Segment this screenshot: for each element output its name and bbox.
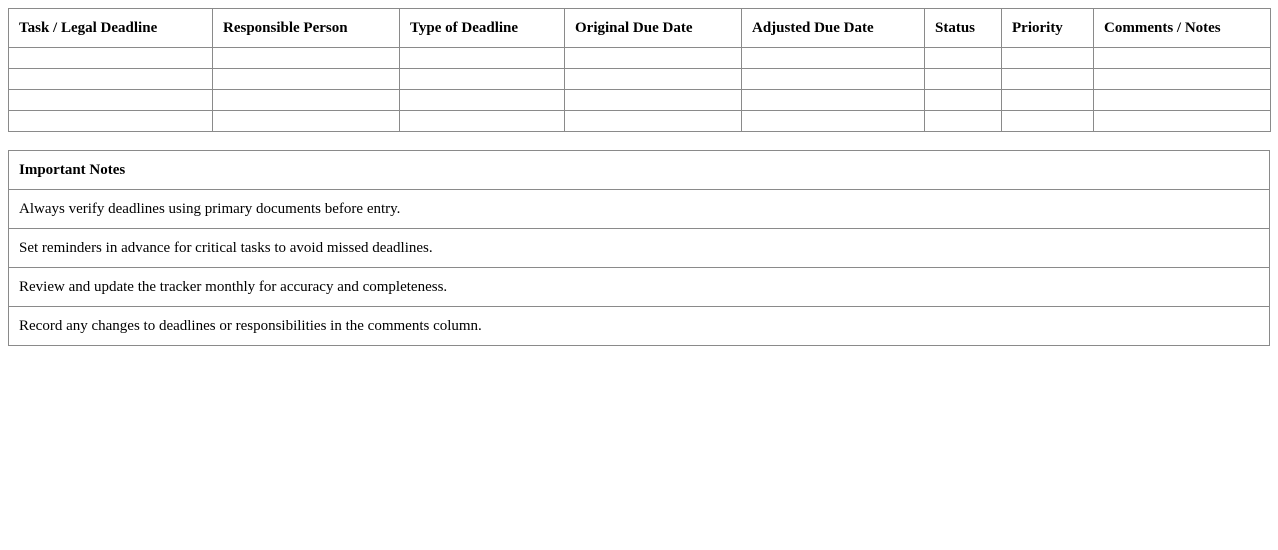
header-row <box>9 9 1271 48</box>
table-cell[interactable] <box>742 48 925 69</box>
note-item: Record any changes to deadlines or responsibilities in the comments column. <box>9 307 1270 346</box>
table-cell[interactable] <box>1002 90 1094 111</box>
notes-title: Important Notes <box>9 151 1270 190</box>
table-cell[interactable] <box>925 69 1002 90</box>
column-header-task: Task / Legal Deadline <box>9 9 213 48</box>
note-row <box>9 268 1270 307</box>
table-cell[interactable] <box>400 69 565 90</box>
table-cell[interactable] <box>213 111 400 132</box>
table-cell[interactable] <box>742 69 925 90</box>
table-cell[interactable] <box>1002 48 1094 69</box>
table-cell[interactable] <box>9 90 213 111</box>
deadline-tracker-table <box>8 8 1271 132</box>
note-row <box>9 190 1270 229</box>
column-header-type-of-deadline: Type of Deadline <box>400 9 565 48</box>
column-header-comments: Comments / Notes <box>1094 9 1271 48</box>
table-cell[interactable] <box>213 69 400 90</box>
table-cell[interactable] <box>9 111 213 132</box>
note-item: Review and update the tracker monthly for accuracy and completeness. <box>9 268 1270 307</box>
column-header-priority: Priority <box>1002 9 1094 48</box>
table-cell[interactable] <box>1094 90 1271 111</box>
note-item: Always verify deadlines using primary documents before entry. <box>9 190 1270 229</box>
table-cell[interactable] <box>742 111 925 132</box>
table-cell[interactable] <box>213 48 400 69</box>
note-item: Set reminders in advance for critical tasks to avoid missed deadlines. <box>9 229 1270 268</box>
note-row <box>9 229 1270 268</box>
table-cell[interactable] <box>742 90 925 111</box>
table-cell[interactable] <box>400 48 565 69</box>
table-cell[interactable] <box>1002 69 1094 90</box>
note-row <box>9 307 1270 346</box>
important-notes-table <box>8 150 1270 346</box>
column-header-adjusted-due-date: Adjusted Due Date <box>742 9 925 48</box>
table-cell[interactable] <box>565 111 742 132</box>
table-cell[interactable] <box>565 90 742 111</box>
table-cell[interactable] <box>400 90 565 111</box>
table-cell[interactable] <box>925 90 1002 111</box>
table-cell[interactable] <box>925 48 1002 69</box>
table-cell[interactable] <box>9 69 213 90</box>
table-row <box>9 90 1271 111</box>
table-row <box>9 48 1271 69</box>
column-header-responsible-person: Responsible Person <box>213 9 400 48</box>
column-header-status: Status <box>925 9 1002 48</box>
table-cell[interactable] <box>400 111 565 132</box>
column-header-original-due-date: Original Due Date <box>565 9 742 48</box>
table-cell[interactable] <box>1002 111 1094 132</box>
table-cell[interactable] <box>1094 48 1271 69</box>
notes-header-row <box>9 151 1270 190</box>
table-row <box>9 69 1271 90</box>
table-cell[interactable] <box>565 48 742 69</box>
table-cell[interactable] <box>1094 111 1271 132</box>
table-cell[interactable] <box>1094 69 1271 90</box>
table-row <box>9 111 1271 132</box>
table-cell[interactable] <box>565 69 742 90</box>
table-cell[interactable] <box>925 111 1002 132</box>
table-cell[interactable] <box>213 90 400 111</box>
table-cell[interactable] <box>9 48 213 69</box>
